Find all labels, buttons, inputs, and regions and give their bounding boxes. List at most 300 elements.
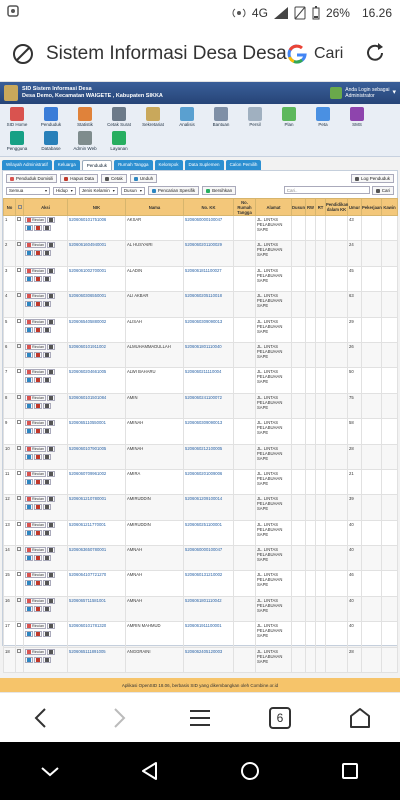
toolbar-item-peta[interactable] [308, 106, 338, 130]
move-button[interactable] [25, 225, 33, 231]
row-checkbox[interactable] [17, 496, 21, 500]
select-all-checkbox[interactable] [18, 205, 22, 209]
edit-button[interactable] [47, 319, 55, 325]
delete-row-button[interactable] [34, 377, 42, 383]
table-row [4, 469, 398, 494]
column-header: Pendidikan dalam KK [326, 199, 348, 216]
app-title-block [22, 86, 163, 100]
tab-wilayah-administratif[interactable]: Wilayah Administratif [2, 160, 52, 170]
delete-row-button[interactable] [34, 454, 42, 460]
move-button[interactable] [25, 250, 33, 256]
edit-button[interactable] [47, 395, 55, 401]
row-checkbox[interactable] [17, 598, 21, 602]
list-icon [27, 294, 31, 298]
row-checkbox[interactable] [17, 344, 21, 348]
row-checkbox-cell [16, 647, 24, 672]
nik-cell[interactable]: 5206060306550001 [68, 292, 126, 317]
edit-button[interactable] [47, 547, 55, 553]
move-button[interactable] [25, 606, 33, 612]
delete-row-button[interactable] [34, 352, 42, 358]
toolbar-item-cetak-surat[interactable] [104, 106, 134, 130]
kk-cell[interactable]: 5206061911100001 [184, 622, 234, 647]
toolbar-item-label: Pengguna [6, 146, 28, 151]
list-icon [27, 269, 31, 273]
move-button[interactable] [25, 631, 33, 637]
age-cell: 40 [348, 520, 362, 545]
app-footer: Aplikasi OpenSID 18.06, berbasis SID yang dikembangkan oleh Combine.or.id [0, 678, 400, 692]
nik-cell[interactable]: 5206065405880002 [68, 317, 126, 342]
delete-row-button[interactable] [34, 428, 42, 434]
dusun-cell [292, 368, 306, 393]
delete-row-button[interactable] [34, 504, 42, 510]
row-actions [24, 241, 68, 266]
edit-button[interactable] [47, 344, 55, 350]
row-checkbox[interactable] [17, 242, 21, 246]
edit-button[interactable] [47, 649, 55, 655]
toolbar-item-sid-home[interactable] [2, 106, 32, 130]
delete-row-button[interactable] [34, 631, 42, 637]
row-checkbox[interactable] [17, 623, 21, 627]
dusun-cell [292, 317, 306, 342]
education-cell [326, 520, 348, 545]
clear-button[interactable] [202, 186, 236, 195]
move-button[interactable] [25, 479, 33, 485]
dusun-select[interactable] [121, 187, 145, 195]
tab-penduduk[interactable]: Penduduk [82, 160, 112, 170]
nik-cell[interactable]: 5206065111891005 [68, 647, 126, 672]
name-cell: AMNAH [126, 596, 184, 621]
rw-cell [306, 241, 316, 266]
row-checkbox[interactable] [17, 369, 21, 373]
detail-button[interactable] [25, 572, 46, 578]
kk-cell[interactable]: 5206061811100027 [184, 266, 234, 291]
home-circle-icon[interactable] [240, 761, 260, 781]
nik-cell[interactable]: 5206060709961002 [68, 469, 126, 494]
kk-cell[interactable]: 5206060309090013 [184, 419, 234, 444]
resident-table [3, 198, 398, 673]
delete-row-button[interactable] [34, 657, 42, 663]
pencil-icon [49, 269, 53, 273]
status-select[interactable] [6, 187, 50, 195]
kk-cell[interactable]: 5206060000100047 [184, 216, 234, 241]
wrench-icon [45, 404, 49, 408]
google-search-button[interactable] [286, 43, 343, 65]
toolbar-item-admin-web[interactable] [70, 130, 100, 154]
move-button[interactable] [25, 504, 33, 510]
nik-cell[interactable]: 5206065110550001 [68, 419, 126, 444]
toolbar-item-plan[interactable] [274, 106, 304, 130]
row-checkbox[interactable] [17, 547, 21, 551]
row-checkbox[interactable] [17, 395, 21, 399]
detail-button[interactable] [25, 369, 46, 375]
edit-button[interactable] [47, 522, 55, 528]
row-action-line [25, 649, 66, 655]
nik-cell[interactable]: 5206061210780001 [68, 495, 126, 520]
edit-button[interactable] [47, 420, 55, 426]
wrench-button[interactable] [43, 428, 51, 434]
name-cell: AMINAH [126, 419, 184, 444]
app-header [0, 82, 400, 104]
chevron-down-icon: ▾ [392, 89, 396, 96]
kk-cell[interactable]: 5206062405120003 [184, 647, 234, 672]
kk-cell[interactable]: 5206060205110018 [184, 292, 234, 317]
delete-row-button[interactable] [34, 276, 42, 282]
edit-button[interactable] [47, 369, 55, 375]
move-button[interactable] [25, 555, 33, 561]
row-action-line [25, 606, 66, 612]
move-button[interactable] [25, 377, 33, 383]
toolbar-item-pengguna[interactable] [2, 130, 32, 154]
row-checkbox[interactable] [17, 293, 21, 297]
row-checkbox[interactable] [17, 649, 21, 653]
specific-search-button[interactable] [148, 186, 199, 195]
table-row [4, 520, 398, 545]
row-checkbox[interactable] [17, 446, 21, 450]
wrench-button[interactable] [43, 301, 51, 307]
rw-cell [306, 469, 316, 494]
network-type: 4G [251, 6, 268, 20]
education-cell [326, 469, 348, 494]
rt-cell [316, 469, 326, 494]
delete-row-button[interactable] [34, 225, 42, 231]
user-menu[interactable] [330, 87, 396, 99]
search-input[interactable]: Cari.. [284, 186, 370, 194]
edit-button[interactable] [47, 598, 55, 604]
row-number: 2 [4, 241, 16, 266]
wrench-button[interactable] [43, 657, 51, 663]
move-button[interactable] [25, 530, 33, 536]
tab-kelompok[interactable]: Kelompok [155, 160, 183, 170]
address-cell: JL. LINTAS PELABUHAN SAPE [256, 495, 292, 520]
toolbar-item-bantuan[interactable] [206, 106, 236, 130]
kk-cell[interactable]: 5206061209100014 [184, 495, 234, 520]
row-action-group [25, 395, 66, 409]
occupation-cell [362, 596, 382, 621]
wrench-button[interactable] [43, 276, 51, 282]
edit-button[interactable] [47, 242, 55, 248]
toolbar-item-label: Database [41, 146, 61, 151]
row-checkbox[interactable] [17, 522, 21, 526]
detail-button[interactable] [25, 623, 46, 629]
delete-row-button[interactable] [34, 555, 42, 561]
move-button[interactable] [25, 301, 33, 307]
toolbar-item-label: Cetak Surat [107, 122, 131, 127]
forward-button[interactable] [105, 703, 135, 733]
kk-cell[interactable]: 5206060201009006 [184, 469, 234, 494]
recents-square-icon[interactable] [340, 761, 360, 781]
occupation-cell [362, 622, 382, 647]
edit-button[interactable] [47, 293, 55, 299]
row-actions [24, 216, 68, 241]
nik-cell[interactable]: 5206063650780001 [68, 546, 126, 571]
row-checkbox[interactable] [17, 420, 21, 424]
back-triangle-icon[interactable] [140, 761, 160, 781]
kk-cell[interactable]: 5206060251100001 [184, 520, 234, 545]
detail-button[interactable] [25, 471, 46, 477]
download-button[interactable] [130, 174, 157, 183]
trash-icon [36, 455, 40, 459]
marital-cell [382, 546, 398, 571]
wrench-button[interactable] [43, 377, 51, 383]
toolbar-item-sms[interactable] [342, 106, 372, 130]
delete-row-button[interactable] [34, 403, 42, 409]
marital-cell [382, 622, 398, 647]
log-resident-button[interactable] [351, 174, 394, 183]
kk-cell[interactable]: 5206060000100047 [184, 546, 234, 571]
row-checkbox[interactable] [17, 217, 21, 221]
nik-cell[interactable]: 5206060107901005 [68, 444, 126, 469]
kk-cell[interactable]: 5206060211110004 [184, 368, 234, 393]
nik-cell[interactable]: 5206060101751006 [68, 216, 126, 241]
marital-cell [382, 342, 398, 367]
status-select-value: Semua [9, 188, 24, 193]
occupation-cell [362, 444, 382, 469]
wrench-button[interactable] [43, 479, 51, 485]
kk-cell[interactable]: 5206060131210002 [184, 571, 234, 596]
search-icon [376, 189, 380, 193]
dusun-cell [292, 292, 306, 317]
people-icon [44, 107, 58, 121]
marital-cell [382, 216, 398, 241]
reload-icon[interactable] [364, 42, 386, 64]
household-cell [234, 469, 256, 494]
edit-button[interactable] [47, 623, 55, 629]
education-cell [326, 444, 348, 469]
trash-icon [36, 328, 40, 332]
delete-row-button[interactable] [34, 580, 42, 586]
nik-cell[interactable]: 5206060101501084 [68, 393, 126, 418]
table-row [4, 368, 398, 393]
delete-row-button[interactable] [34, 530, 42, 536]
detail-button[interactable] [25, 446, 46, 452]
row-action-line [25, 352, 66, 358]
toolbar-item-layanan[interactable] [104, 130, 134, 154]
marital-cell [382, 419, 398, 444]
nik-cell[interactable]: 5206064107721270 [68, 571, 126, 596]
edit-button[interactable] [47, 496, 55, 502]
detail-button[interactable] [25, 268, 46, 274]
detail-button[interactable] [25, 420, 46, 426]
move-button[interactable] [25, 276, 33, 282]
delete-row-button[interactable] [34, 327, 42, 333]
occupation-cell [362, 393, 382, 418]
wrench-icon [45, 505, 49, 509]
table-row [4, 317, 398, 342]
home-icon [10, 107, 24, 121]
kk-cell[interactable]: 5206060201100029 [184, 241, 234, 266]
nik-cell[interactable]: 5206060204661005 [68, 368, 126, 393]
delete-row-button[interactable] [34, 606, 42, 612]
no-ads-icon[interactable] [12, 43, 34, 65]
move-button[interactable] [25, 428, 33, 434]
kk-cell[interactable]: 5206060212100005 [184, 444, 234, 469]
move-button[interactable] [25, 352, 33, 358]
education-cell [326, 546, 348, 571]
home-button[interactable] [345, 703, 375, 733]
nik-cell[interactable]: 5206065711581001 [68, 596, 126, 621]
kk-cell[interactable]: 5206060309090013 [184, 317, 234, 342]
table-row [4, 495, 398, 520]
edit-button[interactable] [47, 217, 55, 223]
nik-cell[interactable]: 5206061604940001 [68, 241, 126, 266]
detail-button[interactable] [25, 547, 46, 553]
row-number: 16 [4, 596, 16, 621]
occupation-cell [362, 520, 382, 545]
wrench-button[interactable] [43, 250, 51, 256]
marital-cell [382, 596, 398, 621]
wrench-button[interactable] [43, 403, 51, 409]
menu-button[interactable] [185, 703, 215, 733]
row-action-group [25, 471, 66, 485]
edit-button[interactable] [47, 268, 55, 274]
marital-cell [382, 495, 398, 520]
kk-cell[interactable]: 5206061801110042 [184, 596, 234, 621]
toolbar-item-statistik[interactable] [70, 106, 100, 130]
nik-cell[interactable]: 5206060101781320 [68, 622, 126, 647]
marital-cell [382, 368, 398, 393]
edit-button[interactable] [47, 446, 55, 452]
wrench-button[interactable] [43, 225, 51, 231]
row-action-line [25, 301, 66, 307]
life-status-select[interactable] [53, 187, 76, 195]
back-button[interactable] [25, 703, 55, 733]
clock: 16.26 [361, 6, 392, 20]
wrench-icon [45, 480, 49, 484]
nik-cell[interactable]: 5206060101911002 [68, 342, 126, 367]
kk-cell[interactable]: 5206061801110040 [184, 342, 234, 367]
plus-icon [10, 177, 14, 181]
folder-icon [146, 107, 160, 121]
dusun-cell [292, 469, 306, 494]
wrench-button[interactable] [43, 352, 51, 358]
detail-button[interactable] [25, 395, 46, 401]
rt-cell [316, 216, 326, 241]
page-title[interactable]: Sistem Informasi Desa Desa [46, 42, 287, 64]
kk-cell[interactable]: 5206060241100072 [184, 393, 234, 418]
column-header[interactable] [16, 199, 24, 216]
gender-select[interactable] [79, 187, 118, 195]
detail-button[interactable] [25, 293, 46, 299]
move-button[interactable] [25, 327, 33, 333]
delete-row-button[interactable] [34, 250, 42, 256]
search-button[interactable] [372, 186, 394, 195]
tab-calon-pemilih[interactable]: Calon Pemilih [226, 160, 262, 170]
row-number: 13 [4, 520, 16, 545]
household-cell [234, 419, 256, 444]
detail-button[interactable] [25, 217, 46, 223]
add-resident-button[interactable] [6, 174, 57, 183]
row-action-line [25, 522, 66, 528]
detail-button[interactable] [25, 319, 46, 325]
toolbar-item-label: Persil [249, 122, 261, 127]
row-action-line [25, 572, 66, 578]
rw-cell [306, 393, 316, 418]
web-page [0, 82, 400, 692]
toolbar-item-database[interactable] [36, 130, 66, 154]
wrench-button[interactable] [43, 580, 51, 586]
age-cell: 40 [348, 622, 362, 647]
household-cell [234, 520, 256, 545]
nik-cell[interactable]: 5206061002700001 [68, 266, 126, 291]
row-checkbox[interactable] [17, 471, 21, 475]
wrench-button[interactable] [43, 454, 51, 460]
wrench-button[interactable] [43, 327, 51, 333]
row-checkbox[interactable] [17, 572, 21, 576]
age-cell: 58 [348, 419, 362, 444]
tab-rumah-tangga[interactable]: Rumah Tangga [114, 160, 152, 170]
table-row [4, 546, 398, 571]
list-icon [27, 218, 31, 222]
row-action-line [25, 242, 66, 248]
move-button[interactable] [25, 403, 33, 409]
move-button[interactable] [25, 657, 33, 663]
collapse-icon[interactable] [40, 764, 60, 778]
delete-data-button[interactable] [60, 174, 98, 183]
tab-data-suplemen[interactable]: Data Suplemen [185, 160, 224, 170]
occupation-cell [362, 571, 382, 596]
move-button[interactable] [25, 454, 33, 460]
toolbar-item-persil[interactable] [240, 106, 270, 130]
toolbar-item-analisis[interactable] [172, 106, 202, 130]
trash-icon [36, 226, 40, 230]
wrench-button[interactable] [43, 555, 51, 561]
nik-cell[interactable]: 5206061211770001 [68, 520, 126, 545]
row-checkbox[interactable] [17, 319, 21, 323]
occupation-cell [362, 469, 382, 494]
status-bar [0, 0, 400, 26]
delete-row-button[interactable] [34, 301, 42, 307]
toolbar-item-sekretariat[interactable] [138, 106, 168, 130]
detail-button[interactable] [25, 598, 46, 604]
move-icon [27, 328, 31, 332]
education-cell [326, 622, 348, 647]
detail-button[interactable] [25, 344, 46, 350]
wrench-button[interactable] [43, 504, 51, 510]
edit-button[interactable] [47, 471, 55, 477]
detail-button[interactable] [25, 522, 46, 528]
name-cell: AMIRUDDIN [126, 495, 184, 520]
move-button[interactable] [25, 580, 33, 586]
detail-button[interactable] [25, 649, 46, 655]
list-icon [27, 345, 31, 349]
rt-cell [316, 317, 326, 342]
detail-button[interactable] [25, 496, 46, 502]
list-icon [27, 472, 31, 476]
row-action-line [25, 395, 66, 401]
tabs-button[interactable] [265, 703, 295, 733]
delete-row-button[interactable] [34, 479, 42, 485]
wrench-button[interactable] [43, 606, 51, 612]
move-icon [27, 632, 31, 636]
wrench-button[interactable] [43, 530, 51, 536]
table-row [4, 419, 398, 444]
print-button[interactable] [101, 174, 127, 183]
toolbar-item-penduduk[interactable] [36, 106, 66, 130]
detail-button[interactable] [25, 242, 46, 248]
row-checkbox[interactable] [17, 268, 21, 272]
wrench-button[interactable] [43, 631, 51, 637]
row-action-line [25, 555, 66, 561]
tab-keluarga[interactable]: Keluarga [54, 160, 80, 170]
marital-cell [382, 444, 398, 469]
edit-button[interactable] [47, 572, 55, 578]
rw-cell [306, 292, 316, 317]
row-actions [24, 317, 68, 342]
battery-icon [312, 6, 320, 20]
table-row [4, 266, 398, 291]
row-action-line [25, 403, 66, 409]
row-action-line [25, 344, 66, 350]
